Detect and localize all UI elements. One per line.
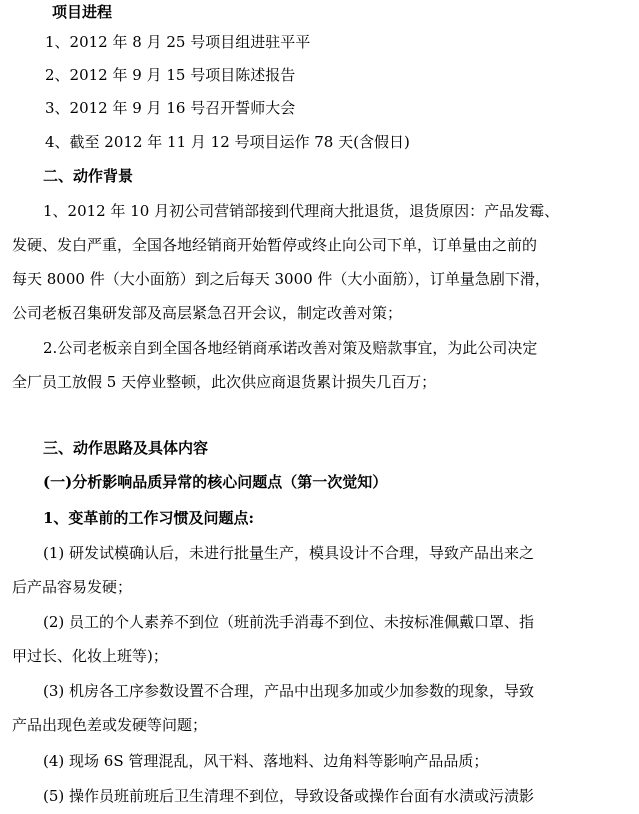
issue-line: (4) 现场 6S 管理混乱，风干料、落地料、边角料等影响产品品质； bbox=[43, 752, 489, 770]
issue-line: (2) 员工的个人素养不到位（班前洗手消毒不到位、未按标准佩戴口罩、指 bbox=[43, 613, 535, 631]
section-heading-background: 二、动作背景 bbox=[43, 167, 134, 185]
paragraph-line: 发硬、发白严重，全国各地经销商开始暂停或终止向公司下单，订单量由之前的 bbox=[12, 236, 538, 254]
progress-item: 1、2012 年 8 月 25 号项目组进驻平平 bbox=[45, 33, 311, 51]
subsection-heading: (一)分析影响品质异常的核心问题点（第一次觉知） bbox=[43, 473, 388, 491]
issue-line: (5) 操作员班前班后卫生清理不到位，导致设备或操作台面有水渍或污渍影 bbox=[43, 787, 535, 805]
issue-line: 产品出现色差或发硬等问题； bbox=[12, 716, 208, 734]
paragraph-line: 2.公司老板亲自到全国各地经销商承诺改善对策及赔款事宜，为此公司决定 bbox=[43, 339, 538, 357]
issue-line: 后产品容易发硬； bbox=[12, 578, 133, 596]
issue-line: (1) 研发试模确认后，未进行批量生产，模具设计不合理，导致产品出来之 bbox=[43, 544, 535, 562]
point-heading: 1、变革前的工作习惯及问题点: bbox=[43, 509, 254, 527]
issue-line: 甲过长、化妆上班等)； bbox=[12, 647, 168, 665]
section-heading-progress: 项目进程 bbox=[52, 3, 113, 21]
paragraph-line: 公司老板召集研发部及高层紧急召开会议，制定改善对策； bbox=[12, 304, 403, 322]
section-heading-approach: 三、动作思路及具体内容 bbox=[43, 439, 209, 457]
paragraph-line: 1、2012 年 10 月初公司营销部接到代理商大批退货，退货原因：产品发霉、 bbox=[43, 202, 560, 220]
paragraph-line: 全厂员工放假 5 天停业整顿，此次供应商退货累计损失几百万； bbox=[12, 373, 437, 391]
paragraph-line: 每天 8000 件（大小面筋）到之后每天 3000 件（大小面筋），订单量急剧下滑， bbox=[12, 270, 550, 288]
issue-line: (3) 机房各工序参数设置不合理，产品中出现多加或少加参数的现象，导致 bbox=[43, 682, 535, 700]
progress-item: 2、2012 年 9 月 15 号项目陈述报告 bbox=[45, 66, 296, 84]
progress-item: 4、截至 2012 年 11 月 12 号项目运作 78 天(含假日) bbox=[45, 133, 410, 151]
progress-item: 3、2012 年 9 月 16 号召开誓师大会 bbox=[45, 99, 296, 117]
